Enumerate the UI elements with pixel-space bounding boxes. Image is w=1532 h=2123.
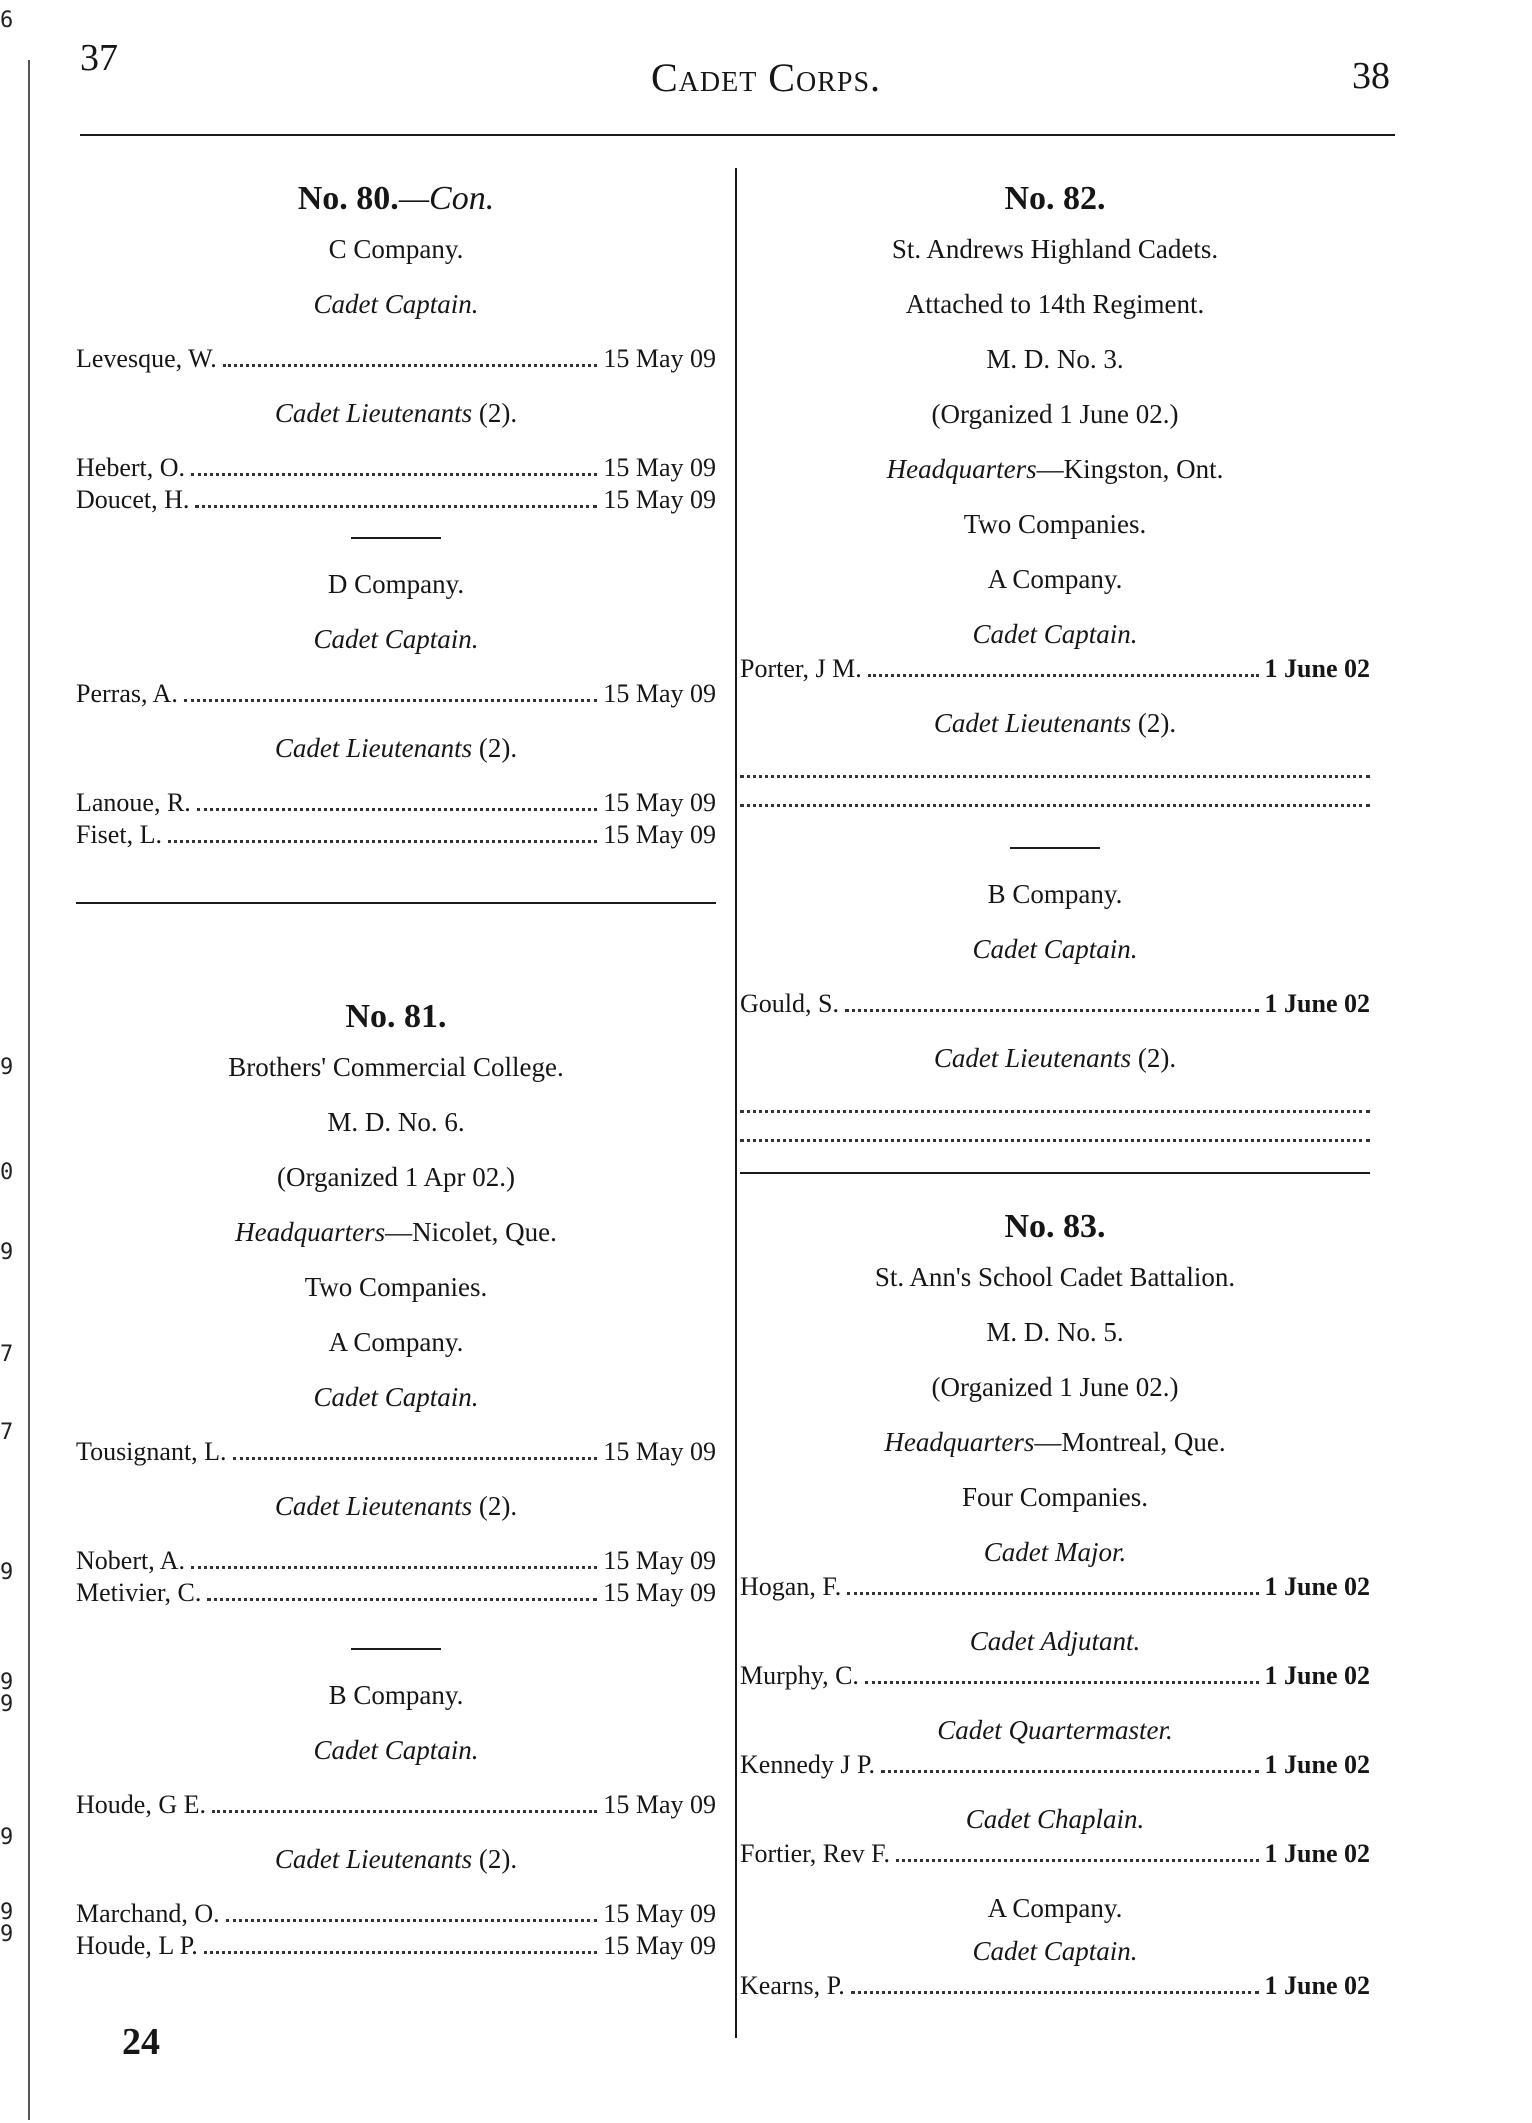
running-title: Cadet Corps. bbox=[650, 55, 882, 100]
commission-date: 15 May 09 bbox=[603, 1790, 716, 1819]
commission-date: 15 May 09 bbox=[603, 485, 716, 514]
binding-edge bbox=[28, 60, 30, 2120]
unit-heading-no80 bbox=[76, 180, 716, 218]
officer-entry bbox=[740, 654, 1370, 684]
margin-mark: 9 bbox=[0, 1922, 14, 1947]
rank-label: Cadet Lieutenants bbox=[274, 1844, 473, 1874]
officer-name: Kennedy J P. bbox=[740, 1750, 876, 1779]
officer-entry bbox=[76, 1437, 716, 1467]
rank-count: (2). bbox=[1137, 708, 1177, 738]
commission-date: 15 May 09 bbox=[603, 1546, 716, 1575]
rank-label: Cadet Lieutenants bbox=[274, 398, 473, 428]
margin-mark: 9 bbox=[0, 1900, 14, 1925]
rank-heading bbox=[76, 1844, 716, 1875]
officer-entry bbox=[740, 1750, 1370, 1780]
commission-date: 1 June 02 bbox=[1264, 1661, 1370, 1690]
leader-dots bbox=[845, 1009, 1259, 1012]
rank-heading: Cadet Captain. bbox=[313, 289, 479, 319]
headquarters-label: Headquarters bbox=[884, 1427, 1035, 1457]
commission-date: 1 June 02 bbox=[1264, 1971, 1370, 2000]
leader-dots bbox=[847, 1592, 1258, 1595]
commission-date: 15 May 09 bbox=[603, 1931, 716, 1960]
margin-mark: 9 bbox=[0, 1560, 14, 1585]
commission-date: 15 May 09 bbox=[603, 1899, 716, 1928]
leader-dots bbox=[865, 1681, 1259, 1684]
unit-name: St. Andrews Highland Cadets. bbox=[891, 234, 1219, 264]
officer-entry bbox=[740, 1839, 1370, 1869]
margin-mark: 7 bbox=[0, 1420, 14, 1445]
officer-entry bbox=[76, 1931, 716, 1961]
signature-number: 24 bbox=[122, 2021, 160, 2063]
left-column bbox=[76, 180, 716, 1963]
rank-count: (2). bbox=[1137, 1043, 1177, 1073]
rank-label: Cadet Lieutenants bbox=[933, 1043, 1132, 1073]
company-name: B Company. bbox=[987, 879, 1123, 909]
margin-mark: 9 bbox=[0, 1055, 14, 1080]
margin-mark: 6 bbox=[0, 8, 14, 33]
leader-dots bbox=[191, 473, 597, 476]
officer-entry bbox=[76, 1546, 716, 1576]
margin-mark: 9 bbox=[0, 1692, 14, 1717]
leader-dots bbox=[184, 699, 598, 702]
rank-label: Cadet Lieutenants bbox=[933, 708, 1132, 738]
company-count: Two Companies. bbox=[304, 1272, 488, 1302]
company-name: A Company. bbox=[987, 564, 1123, 594]
margin-mark: 0 bbox=[0, 1160, 14, 1185]
rank-heading: Cadet Captain. bbox=[313, 624, 479, 654]
right-column bbox=[740, 180, 1370, 2003]
leader-dots bbox=[233, 1457, 598, 1460]
officer-entry bbox=[76, 485, 716, 515]
officer-entry bbox=[740, 1572, 1370, 1602]
rank-count: (2). bbox=[478, 733, 518, 763]
leader-dots bbox=[212, 1810, 597, 1813]
commission-date: 15 May 09 bbox=[603, 344, 716, 373]
commission-date: 1 June 02 bbox=[1264, 1572, 1370, 1601]
rank-heading: Cadet Captain. bbox=[313, 1382, 479, 1412]
officer-name: Fiset, L. bbox=[76, 820, 162, 849]
leader-dots bbox=[204, 1951, 598, 1954]
officer-name: Perras, A. bbox=[76, 679, 178, 708]
officer-entry bbox=[76, 453, 716, 483]
headquarters-value: —Nicolet, Que. bbox=[385, 1217, 557, 1247]
officer-name: Hogan, F. bbox=[740, 1572, 842, 1601]
commission-date: 1 June 02 bbox=[1264, 989, 1370, 1018]
officer-entry bbox=[740, 1661, 1370, 1691]
rank-label: Cadet Lieutenants bbox=[274, 733, 473, 763]
rank-heading: Cadet Captain. bbox=[972, 1936, 1138, 1966]
unit-heading-no83: No. 83. bbox=[1004, 1208, 1106, 1245]
attached-regiment: Attached to 14th Regiment. bbox=[905, 289, 1205, 319]
section-rule bbox=[76, 902, 716, 904]
rank-heading: Cadet Major. bbox=[983, 1537, 1127, 1567]
officer-entry bbox=[740, 1971, 1370, 2001]
headquarters-value: —Montreal, Que. bbox=[1034, 1427, 1226, 1457]
organized-date: (Organized 1 Apr 02.) bbox=[277, 1162, 515, 1192]
company-count: Four Companies. bbox=[962, 1482, 1148, 1512]
rank-heading: Cadet Quartermaster. bbox=[937, 1715, 1173, 1745]
column-divider bbox=[735, 168, 737, 2038]
officer-name: Levesque, W. bbox=[76, 344, 217, 373]
leader-dots bbox=[223, 364, 598, 367]
officer-entry bbox=[76, 344, 716, 374]
company-name: D Company. bbox=[327, 569, 465, 599]
officer-name: Kearns, P. bbox=[740, 1971, 845, 2000]
leader-dots bbox=[191, 1566, 597, 1569]
officer-entry bbox=[76, 1899, 716, 1929]
margin-mark: 9 bbox=[0, 1825, 14, 1850]
rank-count: (2). bbox=[478, 1491, 518, 1521]
commission-date: 15 May 09 bbox=[603, 788, 716, 817]
commission-date: 15 May 09 bbox=[603, 453, 716, 482]
blank-entry-line bbox=[740, 780, 1370, 807]
section-separator bbox=[351, 537, 441, 539]
section-rule bbox=[740, 1172, 1370, 1174]
blank-entry-line bbox=[740, 751, 1370, 778]
unit-heading-no82: No. 82. bbox=[1004, 180, 1106, 217]
rank-heading: Cadet Captain. bbox=[972, 619, 1138, 649]
rank-heading: Cadet Adjutant. bbox=[969, 1626, 1141, 1656]
headquarters-value: —Kingston, Ont. bbox=[1036, 454, 1224, 484]
section-separator bbox=[351, 1648, 441, 1650]
company-name: B Company. bbox=[328, 1680, 464, 1710]
officer-entry bbox=[76, 788, 716, 818]
officer-name: Fortier, Rev F. bbox=[740, 1839, 890, 1868]
rank-heading: Cadet Captain. bbox=[972, 934, 1138, 964]
company-name: C Company. bbox=[328, 234, 464, 264]
company-count: Two Companies. bbox=[963, 509, 1147, 539]
commission-date: 1 June 02 bbox=[1264, 654, 1370, 683]
officer-name: Lanoue, R. bbox=[76, 788, 191, 817]
margin-mark: 9 bbox=[0, 1240, 14, 1265]
commission-date: 15 May 09 bbox=[603, 820, 716, 849]
continued-label: —Con. bbox=[398, 180, 495, 217]
officer-name: Metivier, C. bbox=[76, 1578, 202, 1607]
rank-heading bbox=[740, 708, 1370, 739]
commission-date: 1 June 02 bbox=[1264, 1750, 1370, 1779]
officer-name: Nobert, A. bbox=[76, 1546, 186, 1575]
rank-label: Cadet Lieutenants bbox=[274, 1491, 473, 1521]
unit-name: St. Ann's School Cadet Battalion. bbox=[874, 1262, 1236, 1292]
headquarters-label: Headquarters bbox=[235, 1217, 386, 1247]
rank-heading bbox=[740, 1043, 1370, 1074]
officer-entry bbox=[740, 989, 1370, 1019]
section-separator bbox=[1010, 847, 1100, 849]
commission-date: 15 May 09 bbox=[603, 1437, 716, 1466]
officer-name: Hebert, O. bbox=[76, 453, 186, 482]
headquarters bbox=[76, 1217, 716, 1248]
officer-entry bbox=[76, 1578, 716, 1608]
company-name: A Company. bbox=[328, 1327, 464, 1357]
rank-heading: Cadet Chaplain. bbox=[965, 1804, 1145, 1834]
officer-name: Houde, G E. bbox=[76, 1790, 206, 1819]
headquarters bbox=[740, 1427, 1370, 1458]
officer-name: Gould, S. bbox=[740, 989, 839, 1018]
blank-entry-line bbox=[740, 1115, 1370, 1142]
officer-name: Houde, L P. bbox=[76, 1931, 198, 1960]
left-page-number: 37 bbox=[80, 37, 118, 79]
blank-entry-line bbox=[740, 1086, 1370, 1113]
unit-number: No. 80. bbox=[297, 180, 399, 217]
officer-entry bbox=[76, 679, 716, 709]
rank-heading bbox=[76, 1491, 716, 1522]
margin-mark: 7 bbox=[0, 1342, 14, 1367]
margin-mark: 9 bbox=[0, 1670, 14, 1695]
leader-dots bbox=[868, 674, 1259, 677]
organized-date: (Organized 1 June 02.) bbox=[931, 1372, 1179, 1402]
organized-date: (Organized 1 June 02.) bbox=[931, 399, 1179, 429]
officer-entry bbox=[76, 820, 716, 850]
military-district: M. D. No. 3. bbox=[986, 344, 1124, 374]
leader-dots bbox=[195, 505, 597, 508]
leader-dots bbox=[168, 840, 597, 843]
commission-date: 1 June 02 bbox=[1264, 1839, 1370, 1868]
leader-dots bbox=[226, 1919, 598, 1922]
leader-dots bbox=[207, 1598, 597, 1601]
officer-name: Tousignant, L. bbox=[76, 1437, 227, 1466]
rank-heading bbox=[76, 733, 716, 764]
rank-heading bbox=[76, 398, 716, 429]
commission-date: 15 May 09 bbox=[603, 679, 716, 708]
leader-dots bbox=[851, 1991, 1259, 1994]
header-rule bbox=[80, 134, 1395, 136]
company-name: A Company. bbox=[987, 1893, 1123, 1923]
officer-entry bbox=[76, 1790, 716, 1820]
commission-date: 15 May 09 bbox=[603, 1578, 716, 1607]
headquarters-label: Headquarters bbox=[886, 454, 1037, 484]
military-district: M. D. No. 6. bbox=[327, 1107, 465, 1137]
right-page-number: 38 bbox=[1352, 55, 1390, 97]
rank-heading: Cadet Captain. bbox=[313, 1735, 479, 1765]
headquarters bbox=[740, 454, 1370, 485]
rank-count: (2). bbox=[478, 1844, 518, 1874]
unit-heading-no81: No. 81. bbox=[345, 998, 447, 1035]
officer-name: Murphy, C. bbox=[740, 1661, 859, 1690]
unit-name: Brothers' Commercial College. bbox=[228, 1052, 564, 1082]
rank-count: (2). bbox=[478, 398, 518, 428]
leader-dots bbox=[197, 808, 598, 811]
officer-name: Porter, J M. bbox=[740, 654, 862, 683]
military-district: M. D. No. 5. bbox=[986, 1317, 1124, 1347]
leader-dots bbox=[881, 1770, 1258, 1773]
leader-dots bbox=[896, 1859, 1259, 1862]
officer-name: Marchand, O. bbox=[76, 1899, 220, 1928]
officer-name: Doucet, H. bbox=[76, 485, 190, 514]
